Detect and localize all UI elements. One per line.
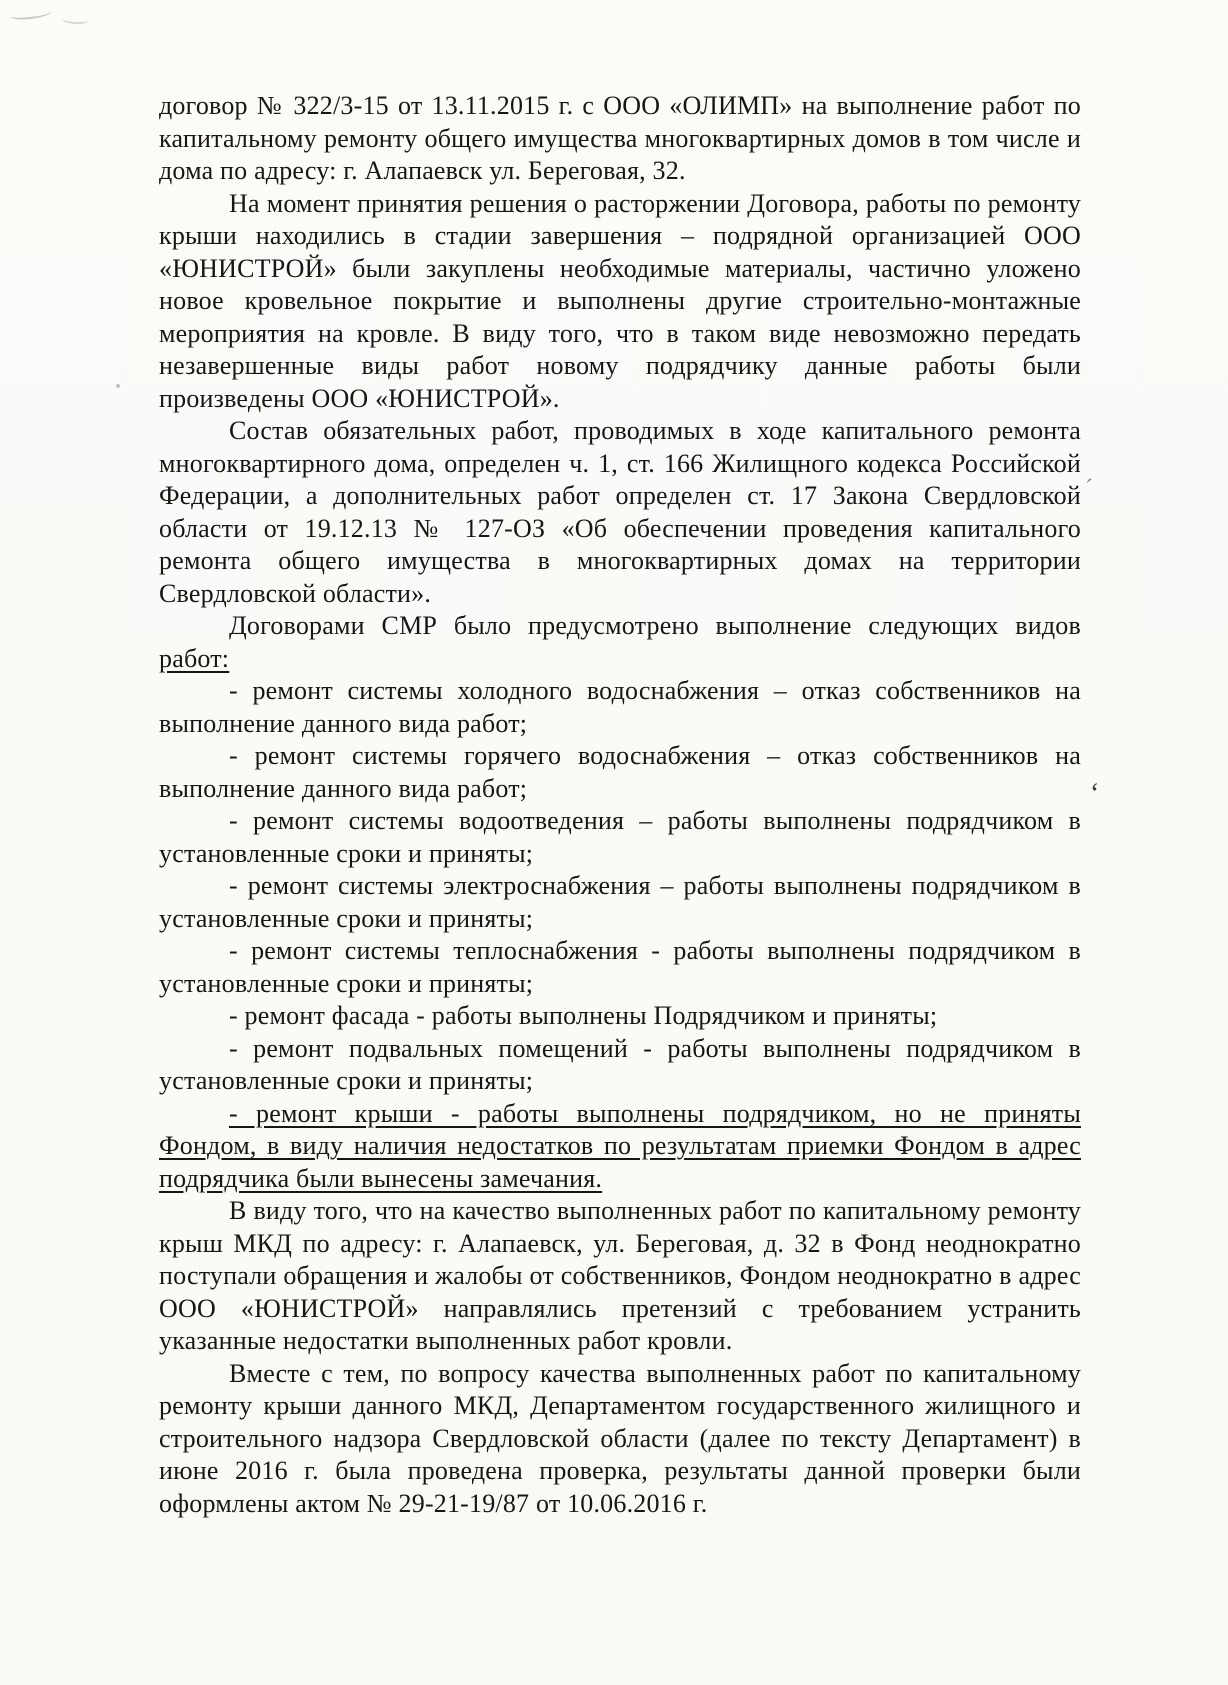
scan-artifact: [1090, 778, 1099, 810]
list-intro-lead: Договорами СМР было предусмотрено выполнение следующих видов: [229, 611, 1081, 640]
list-item-electricity: - ремонт системы электроснабжения – работы выполнены подрядчиком в установленные сроки и приняты;: [159, 871, 1081, 933]
list-item-facade: - ремонт фасада - работы выполнены Подрядчиком и приняты;: [229, 1001, 938, 1030]
paragraph-inspection-act: Вместе с тем, по вопросу качества выполненных работ по капитальному ремонту крыши данного МКД, Департаментом государственного жилищного и строительного надзора Свердловской области (далее по тексту Департамент) в июне 2016 г. была проведена проверка, результаты данной проверки были оформлены актом № 29-21-19/87 от 10.06.2016 г.: [159, 1358, 1081, 1518]
list-intro-underlined-word: работ:: [159, 643, 230, 673]
list-item-roof-underlined: - ремонт крыши - работы выполнены подрядчиком, но не приняты Фондом, в виду наличия недостатков по результатам приемки Фондом в адрес подрядчика были вынесены замечания.: [159, 1098, 1081, 1193]
list-item-sewerage: - ремонт системы водоотведения – работы выполнены подрядчиком в установленные сроки и приняты;: [159, 806, 1081, 868]
scan-artifact: [1085, 476, 1093, 503]
list-item-heating: - ремонт системы теплоснабжения - работы выполнены подрядчиком в установленные сроки и приняты;: [159, 936, 1081, 998]
paragraph-contract-continuation: договор № 322/3-15 от 13.11.2015 г. с ООО «ОЛИМП» на выполнение работ по капитальному ремонту общего имущества многоквартирных домов в том числе и дома по адресу: г. Алапаевск ул. Береговая, 32.: [159, 91, 1081, 185]
paragraph-complaints: В виду того, что на качество выполненных работ по капитальному ремонту крыш МКД по адресу: г. Алапаевск, ул. Береговая, д. 32 в Фонд неоднократно поступали обращения и жалобы от собственников, Фондом неоднократно в адрес ООО «ЮНИСТРОЙ» направлялись претензий с требованием устранить указанные недостатки выполненных работ кровли.: [159, 1196, 1081, 1355]
paragraph-termination-status: На момент принятия решения о расторжении Договора, работы по ремонту крыши находились в стадии завершения – подрядной организацией ООО «ЮНИСТРОЙ» были закуплены необходимые материалы, частично уложено новое кровельное покрытие и выполнены другие строительно-монтажные мероприятия на кровле. В виду того, что в таком виде невозможно передать незавершенные виды работ новому подрядчику данные работы были произведены ООО «ЮНИСТРОЙ».: [159, 188, 1081, 413]
scan-artifact: [10, 6, 53, 21]
paragraph-smr-list-intro: [159, 610, 1081, 675]
paragraph-works-composition: Состав обязательных работ, проводимых в ходе капитального ремонта многоквартирного дома, определен ч. 1, ст. 166 Жилищного кодекса Российской Федерации, а дополнительных работ определен ст. 17 Закона Свердловской области от 19.12.13 № 127-ОЗ «Об обеспечении проведения капитального ремонта общего имущества в многоквартирных домах на территории Свердловской области».: [159, 416, 1081, 608]
document-text-block: [159, 90, 1081, 1520]
list-item-hot-water: - ремонт системы горячего водоснабжения – отказ собственников на выполнение данного вида работ;: [159, 741, 1081, 803]
list-item-cold-water: - ремонт системы холодного водоснабжения – отказ собственников на выполнение данного вида работ;: [159, 676, 1081, 738]
list-item-basement: - ремонт подвальных помещений - работы выполнены подрядчиком в установленные сроки и приняты;: [159, 1033, 1081, 1095]
scan-artifact: [116, 384, 120, 388]
scan-artifact: [62, 15, 88, 24]
